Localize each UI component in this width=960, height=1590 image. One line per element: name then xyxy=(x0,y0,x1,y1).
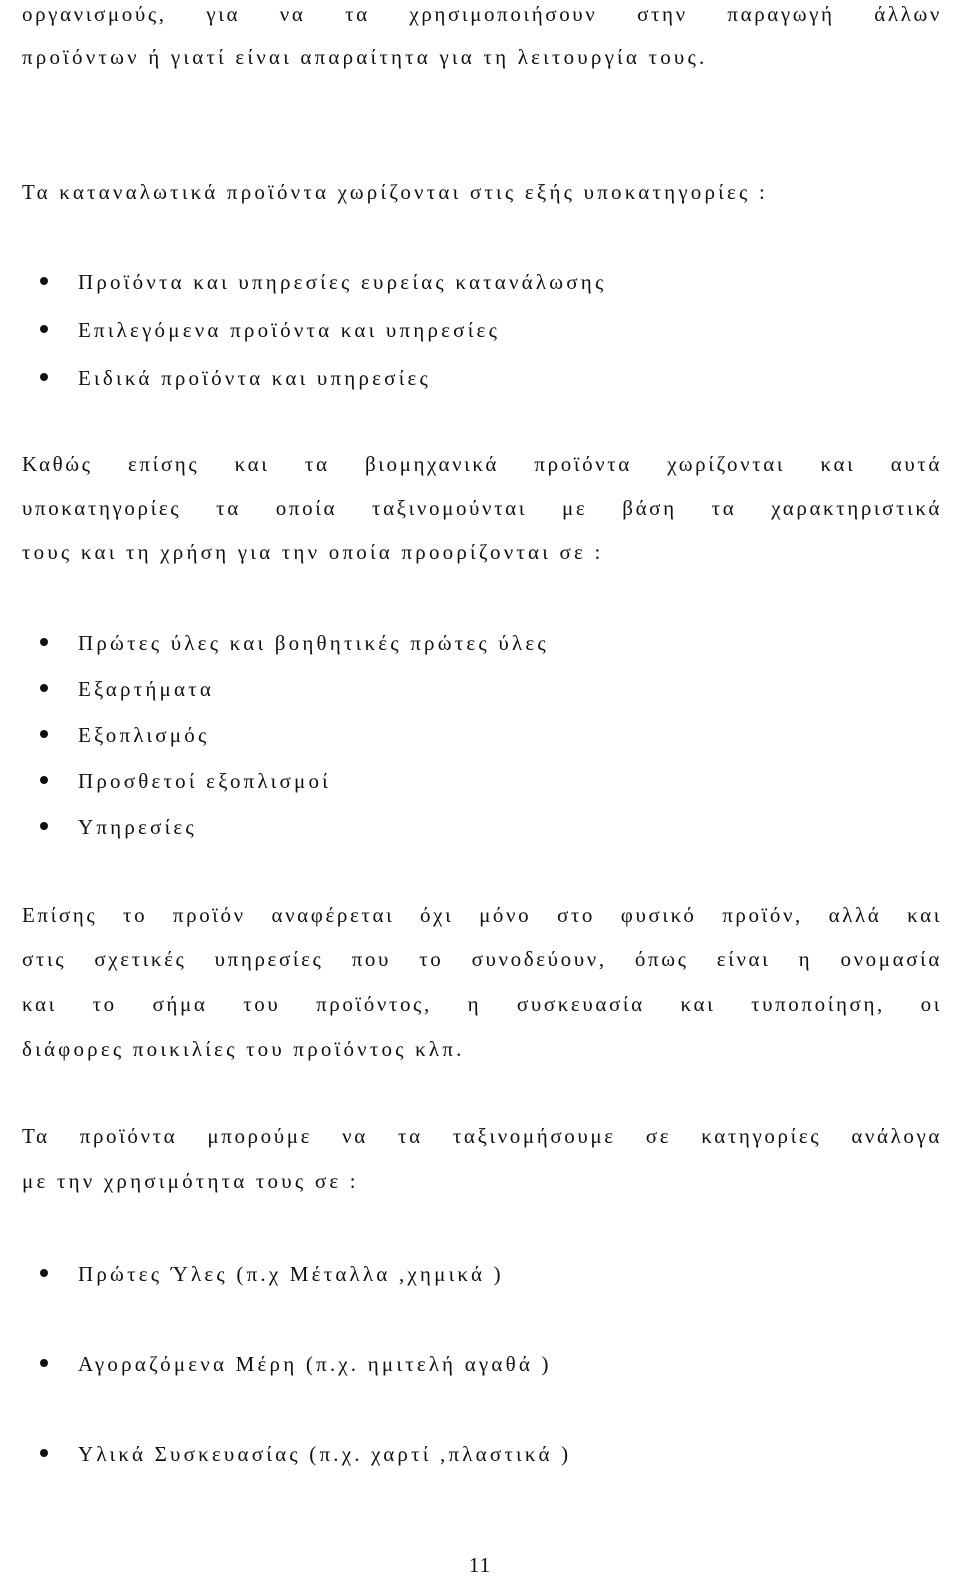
list-item-text: Πρώτες Ύλες (π.χ Μέταλλα ,χημικά ) xyxy=(78,1262,504,1286)
industrial-line-2: υποκατηγορίες τα οποία ταξινομούνται με βάση τα χαρακτηριστικά xyxy=(22,496,942,520)
list-item-text: Υλικά Συσκευασίας (π.χ. χαρτί ,πλαστικά ) xyxy=(78,1442,572,1466)
bullet-icon xyxy=(40,822,48,830)
bullet-icon xyxy=(40,325,48,333)
product-note-line-1: Επίσης το προϊόν αναφέρεται όχι μόνο στο φυσικό προϊόν, αλλά και xyxy=(22,903,942,927)
list-item xyxy=(40,723,209,748)
bullet-icon xyxy=(40,1269,48,1277)
bullet-icon xyxy=(40,638,48,646)
bullet-icon xyxy=(40,1359,48,1367)
list-item-text: Εξοπλισμός xyxy=(78,723,210,747)
intro-line-1: οργανισμούς, για να τα χρησιμοποιήσουν στην παραγωγή άλλων xyxy=(22,2,942,26)
product-note-line-4: διάφορες ποικιλίες του προϊόντος κλπ. xyxy=(22,1037,465,1061)
intro-line-2: προϊόντων ή γιατί είναι απαραίτητα για τη λειτουργία τους. xyxy=(22,45,708,69)
list-item xyxy=(40,270,607,295)
list-item xyxy=(40,1262,504,1287)
list-item xyxy=(40,815,197,840)
bullet-icon xyxy=(40,730,48,738)
bullet-icon xyxy=(40,277,48,285)
list-item xyxy=(40,631,549,656)
product-note-line-3: και το σήμα του προϊόντος, η συσκευασία και τυποποίηση, οι xyxy=(22,992,942,1016)
consumer-heading: Τα καταναλωτικά προϊόντα χωρίζονται στις εξής υποκατηγορίες : xyxy=(22,180,769,204)
bullet-icon xyxy=(40,776,48,784)
list-item-text: Ειδικά προϊόντα και υπηρεσίες xyxy=(78,366,432,390)
list-item xyxy=(40,1352,552,1377)
list-item-text: Προϊόντα και υπηρεσίες ευρείας κατανάλωσης xyxy=(78,270,607,294)
list-item-text: Υπηρεσίες xyxy=(78,815,197,839)
product-note-line-2: στις σχετικές υπηρεσίες που το συνοδεύουν, όπως είναι η ονομασία xyxy=(22,947,942,971)
list-item-text: Προσθετοί εξοπλισμοί xyxy=(78,769,331,793)
bullet-icon xyxy=(40,684,48,692)
page-number: 11 xyxy=(468,1553,492,1577)
bullet-icon xyxy=(40,1449,48,1457)
list-item xyxy=(40,1442,571,1467)
list-item xyxy=(40,318,500,343)
bullet-icon xyxy=(40,373,48,381)
list-item-text: Πρώτες ύλες και βοηθητικές πρώτες ύλες xyxy=(78,631,549,655)
list-item-text: Εξαρτήματα xyxy=(78,677,215,701)
list-item xyxy=(40,366,431,391)
usage-line-2: με την χρησιμότητα τους σε : xyxy=(22,1169,359,1193)
list-item-text: Επιλεγόμενα προϊόντα και υπηρεσίες xyxy=(78,318,501,342)
list-item-text: Αγοραζόμενα Μέρη (π.χ. ημιτελή αγαθά ) xyxy=(78,1352,552,1376)
industrial-line-1: Καθώς επίσης και τα βιομηχανικά προϊόντα χωρίζονται και αυτά xyxy=(22,452,942,476)
list-item xyxy=(40,677,214,702)
usage-line-1: Τα προϊόντα μπορούμε να τα ταξινομήσουμε σε κατηγορίες ανάλογα xyxy=(22,1124,942,1148)
industrial-line-3: τους και τη χρήση για την οποία προορίζονται σε : xyxy=(22,540,604,564)
list-item xyxy=(40,769,331,794)
